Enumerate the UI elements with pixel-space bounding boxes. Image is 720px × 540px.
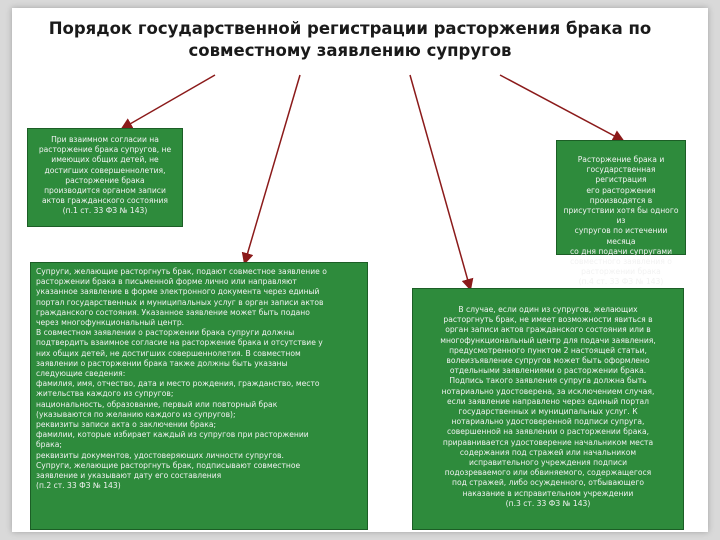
box-registration-term: [556, 140, 686, 287]
box-registration-term-text: Расторжение брака и государственная регистрация его расторжения производятся в присутствии хотя бы одного из супругов по истечении месяца со дня подачи супругами совместного заявления о расторжении брака (п.4 ст. 33 ФЗ № 143): [563, 155, 679, 287]
box-joint-application-text: Супруги, желающие расторгнуть брак, подают совместное заявление о расторжении брака в письменной форме лично или направляют указанное заявление в форме электронного документа через единый портал государственных и муниципальных услуг в орган записи актов гражданского состояния. Указанное заявление может быть подано через многофункциональный центр. В совместном заявлении о расторжении брака супруги должны подтвердить взаимное согласие на расторжение брака и отсутствие у них общих детей, не достигших совершеннолетия. В совместном заявлении о расторжении брака также должны быть указаны следующие сведения: фамилия, имя, отчество, дата и место рождения, гражданство, место жительства каждого из супругов; национальность, образование, первый или повторный брак (указываются по желанию каждого из супругов); реквизиты записи акта о заключении брака; фамилии, которые избирает каждый из супругов при расторжении брака; реквизиты документов, удостоверяющих личности супругов. Супруги, желающие расторгнуть брак, подписывают совместное заявление и указывают дату его составления (п.2 ст. 33 ФЗ № 143): [36, 267, 327, 491]
box-separate-applications: [412, 288, 684, 530]
arrow-to-left-bottom: [245, 75, 300, 262]
page-title: Порядок государственной регистрации расторжения брака по совместному заявлению супругов: [48, 19, 652, 60]
box-mutual-consent-text: При взаимном согласии на расторжение брака супругов, не имеющих общих детей, не достигших совершеннолетия, расторжение брака производится органом записи актов гражданского состояния (п.1 ст. 33 ФЗ № 143): [38, 135, 172, 216]
box-separate-applications-text: В случае, если один из супругов, желающих расторгнуть брак, не имеет возможности явиться в орган записи актов гражданского состояния или в многофункциональный центр для подачи заявления, предусмотренного пунктом 2 настоящей статьи, волеизъявление супругов может быть оформлено отдельными заявлениями о расторжении брака. Подпись такого заявления супруга должна быть нотариально удостоверена, за исключением случая, если заявление направлено через единый портал государственных и муниципальных услуг. К нотариально удостоверенной подписи супруга, совершенной на заявлении о расторжении брака, приравнивается удостоверение начальником места содержания под стражей или начальником исправительного учреждения подписи подозреваемого или обвиняемого, содержащегося под стражей, либо осужденного, отбывающего наказание в исправительном учреждении (п.3 ст. 33 ФЗ № 143): [440, 305, 656, 508]
box-joint-application: [30, 262, 368, 530]
arrow-to-right-bottom: [410, 75, 470, 288]
arrow-to-left-top: [123, 75, 215, 128]
box-mutual-consent: [27, 128, 183, 227]
arrow-to-right-top: [500, 75, 622, 140]
